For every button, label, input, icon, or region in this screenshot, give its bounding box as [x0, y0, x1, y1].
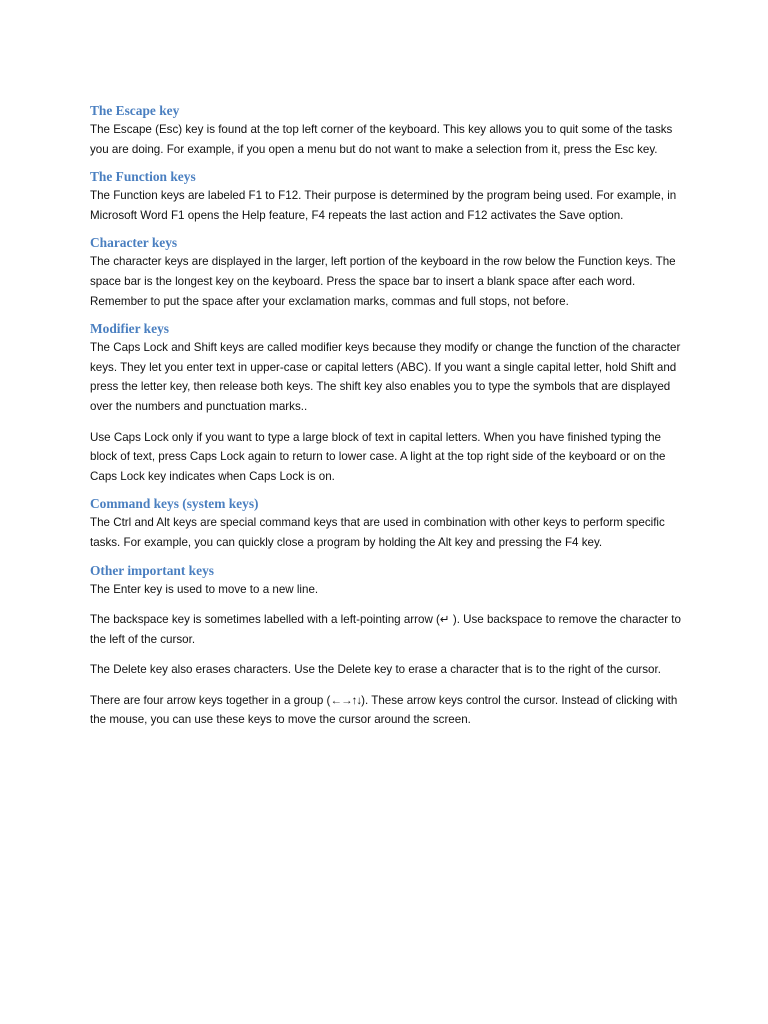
- paragraph: The Function keys are labeled F1 to F12. Their purpose is determined by the program being used. For example, in Microsoft Word F1 opens the Help feature, F4 repeats the last action and F12 activates the Save option.: [90, 189, 677, 222]
- arrow-text-before: There are four arrow keys together in a group (: [90, 693, 331, 707]
- paragraph: Use Caps Lock only if you want to type a large block of text in capital letters. When you have finished typing the block of text, press Caps Lock again to return to lower case. A light at the top right side of the keyboard or on the Caps Lock key indicates when Caps Lock is on.: [90, 430, 666, 483]
- section-modifier-keys: [90, 319, 682, 486]
- document-page: [90, 101, 682, 738]
- paragraph: The backspace key is sometimes labelled with a left-pointing arrow (↵ ). Use backspace to remove the character to the left of the cursor.: [90, 613, 681, 646]
- paragraph: The Escape (Esc) key is found at the top left corner of the keyboard. This key allows you to quit some of the tasks you are doing. For example, if you open a menu but do not want to make a selection from it, press the Esc key.: [90, 123, 673, 156]
- section-heading: Modifier keys: [90, 321, 169, 337]
- section-heading: Command keys (system keys): [90, 496, 259, 512]
- paragraph: The character keys are displayed in the larger, left portion of the keyboard in the row below the Function keys. The space bar is the longest key on the keyboard. Press the space bar to insert a blank space after each word. Remember to put the space after your exclamation marks, commas and full stops, not before.: [90, 255, 676, 308]
- arrow-keys-icon: ←→↑↓: [330, 693, 362, 707]
- section-heading: Character keys: [90, 235, 178, 251]
- section-heading: The Function keys: [90, 169, 196, 185]
- arrow-keys-paragraph: [90, 691, 682, 730]
- section-command-keys: [90, 494, 682, 552]
- paragraph: The Enter key is used to move to a new line.: [90, 582, 319, 596]
- paragraph: The Ctrl and Alt keys are special command keys that are used in combination with other keys to perform specific tasks. For example, you can quickly close a program by holding the Alt key and pressing the F4 key.: [90, 516, 665, 549]
- section-heading: Other important keys: [90, 562, 214, 578]
- section-other-keys: [90, 561, 682, 731]
- section-function-keys: [90, 167, 682, 225]
- section-escape-key: [90, 101, 682, 159]
- paragraph: The Delete key also erases characters. Use the Delete key to erase a character that is to the right of the cursor.: [90, 663, 661, 677]
- section-character-keys: [90, 233, 682, 311]
- section-heading: The Escape key: [90, 103, 180, 118]
- arrow-text-after: ). These arrow keys control the cursor. Instead of clicking with the mouse, you can use these keys to move the cursor around the screen.: [90, 693, 678, 727]
- paragraph: The Caps Lock and Shift keys are called modifier keys because they modify or change the function of the character keys. They let you enter text in upper-case or capital letters (ABC). If you want a single capital letter, hold Shift and press the letter key, then release both keys. The shift key also enables you to type the symbols that are displayed over the numbers and punctuation marks..: [90, 341, 681, 413]
